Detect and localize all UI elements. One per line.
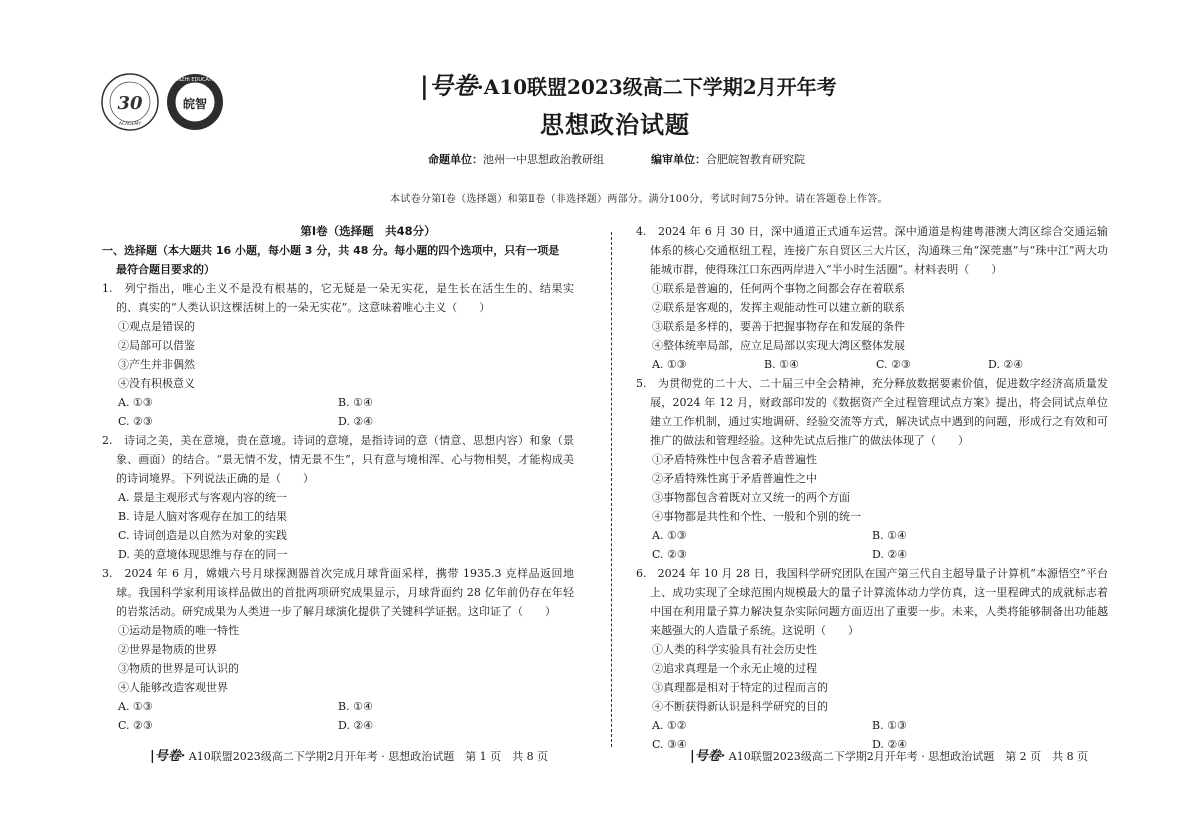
footer-brand-mark: |号卷· <box>690 749 726 764</box>
page-1-column <box>102 222 574 735</box>
footer-brand-mark: |号卷· <box>150 749 186 764</box>
exam-title-text: ·A10联盟2023级高二下学期2月开年考 <box>476 75 837 99</box>
question-2: 2. 诗词之美，美在意境，贵在意境。诗词的意境，是指诗词的意（情意、思想内容）和象（景象、画面）的结合。“景无情不发，情无景不生”，只有意与境相浑、心与物相契，才能构成美的诗词境界。下列说法正确的是（ ） A. 景是主观形式与客观内容的统一 B. 诗是人脑对客观存在加工的结果 C. 诗词创造是以自然为对象的实践 D. 美的意境体现思维与存在的同一 <box>102 434 574 561</box>
question-5: 5. 为贯彻党的二十大、二十届三中全会精神，充分释放数据要素价值，促进数字经济高质量发展，2024 年 12 月，财政部印发的《数据资产全过程管理试点方案》提出，将会同试点单位建立工作机制，通过实地调研、经验交流等方式，解决试点中遇到的问题，形成行之有效和可推广的做法和管理经验。这种先试点后推广的做法体现了（ ） ①矛盾特殊性中包含着矛盾普遍性 ②矛盾特殊性寓于矛盾普遍性之中 ③事物都包含着既对立又统一的两个方面 ④事物都是共性和个性、一般和个别的统一 A. ①③ B. ①④ C. ②③ D. ②④ <box>636 374 1108 564</box>
option: D. ②④ <box>872 738 908 751</box>
setter: 池州一中思想政治教研组 <box>483 153 604 166</box>
option: C. ②③ <box>876 358 911 371</box>
right-logo-center: 皖智 <box>182 97 208 111</box>
page-2-column <box>636 222 1108 754</box>
volume-title: 第Ⅰ卷（选择题 共48分） <box>300 224 436 238</box>
option: A. ①③ <box>652 529 687 542</box>
brand-mark: |号卷 <box>420 71 477 100</box>
right-logo-text: WANZHI EDUCATION <box>169 77 221 83</box>
option: B. ①④ <box>338 700 373 713</box>
option: A. ①③ <box>652 358 687 371</box>
option: D. ②④ <box>988 358 1024 371</box>
option: A. ①③ <box>118 700 153 713</box>
option: D. ②④ <box>338 415 374 428</box>
section-heading-cont: 最符合题目要求的） <box>116 263 215 276</box>
page-1-footer: |号卷· A10联盟2023级高二下学期2月开年考 · 思想政治试题 第 1 页 共 8 页 <box>150 749 549 764</box>
exam-instructions: 本试卷分第Ⅰ卷（选择题）和第Ⅱ卷（非选择题）两部分。满分100分，考试时间75分钟。请在答题卷上作答。 <box>390 194 888 205</box>
option: C. ②③ <box>118 415 153 428</box>
question-6: 6. 2024 年 10 月 28 日，我国科学研究团队在国产第三代自主超导量子计算机“本源悟空”平台上、成功实现了全球范围内规模最大的量子计算流体动力学仿真，这一里程碑式的成就标志着中国在利用量子算力解决复杂实际问题方面迈出了重要一步。未来，人类将能够制备出功能越来越强大的人造量子系统。这说明（ ） ①人类的科学实验具有社会历史性 ②追求真理是一个永无止境的过程 ③真理都是相对于特定的过程而言的 ④不断获得新认识是科学研究的目的 A. ①② B. ①③ C. ③④ D. ②④ <box>636 564 1108 754</box>
left-logo-text: ACADEMY <box>118 122 142 127</box>
section-heading: 一、选择题（本大题共 16 小题，每小题 3 分，共 48 分。每小题的四个选项中，只有一项是 <box>102 244 560 257</box>
option: C. ③④ <box>652 738 687 751</box>
option: A. ①③ <box>118 396 153 409</box>
exam-title <box>420 66 837 101</box>
option: D. ②④ <box>338 719 374 732</box>
option: D. ②④ <box>872 548 908 561</box>
option: C. ②③ <box>652 548 687 561</box>
question-3: 3. 2024 年 6 月，嫦娥六号月球探测器首次完成月球背面采样，携带 1935.3 克样品返回地球。我国科学家利用该样品做出的首批两项研究成果显示，月球背面约 28 亿年前仍存在年轻的岩浆活动。研究成果为人类进一步了解月球演化提供了关键科学证据。这印证了（ ） ①运动是物质的唯一特性 ②世界是物质的世界 ③物质的世界是可认识的 ④人能够改造客观世界 A. ①③ B. ①④ C. ②③ D. ②④ <box>102 564 574 735</box>
school-seal-logo <box>100 72 160 132</box>
question-1: 1. 列宁指出，唯心主义不是没有根基的，它无疑是一朵无实花，是生长在活生生的、结果实的、真实的“人类认识这棵活树上的一朵无实花”。这意味着唯心主义（ ） ①观点是错误的 ②局部可以借鉴 ③产生并非偶然 ④没有积极意义 A. ①③ B. ①④ C. ②③ D. ②④ <box>102 279 574 431</box>
option: B. ①④ <box>338 396 373 409</box>
page-2-footer: |号卷· A10联盟2023级高二下学期2月开年考 · 思想政治试题 第 2 页 共 8 页 <box>690 749 1089 764</box>
subject-title: 思想政治试题 <box>540 110 690 139</box>
editor: 合肥皖智教育研究院 <box>706 153 805 166</box>
option: B. ①③ <box>872 719 907 732</box>
svg-text:30: 30 <box>117 93 143 114</box>
option: B. ①④ <box>872 529 907 542</box>
option: B. ①④ <box>764 358 799 371</box>
credits-line: 命题单位：池州一中思想政治教研组 编审单位：合肥皖智教育研究院 <box>428 153 805 166</box>
option: C. ②③ <box>118 719 153 732</box>
question-4: 4. 2024 年 6 月 30 日，深中通道正式通车运营。深中通道是构建粤港澳大湾区综合交通运输体系的核心交通枢纽工程，连接广东自贸区三大片区，沟通珠三角“深莞惠”与“珠中江”两大功能城市群，使得珠江口东西两岸进入“半小时生活圈”。材料表明（ ） ①联系是普遍的，任何两个事物之间都会存在着联系 ②联系是客观的，发挥主观能动性可以建立新的联系 ③联系是多样的，要善于把握事物存在和发展的条件 ④整体统率局部，应立足局部以实现大湾区整体发展 A. ①③ B. ①④ C. ②③ D. ②④ <box>636 222 1108 374</box>
wanzhi-education-logo <box>165 72 225 132</box>
option: A. ①② <box>652 719 687 732</box>
column-divider <box>611 232 612 747</box>
